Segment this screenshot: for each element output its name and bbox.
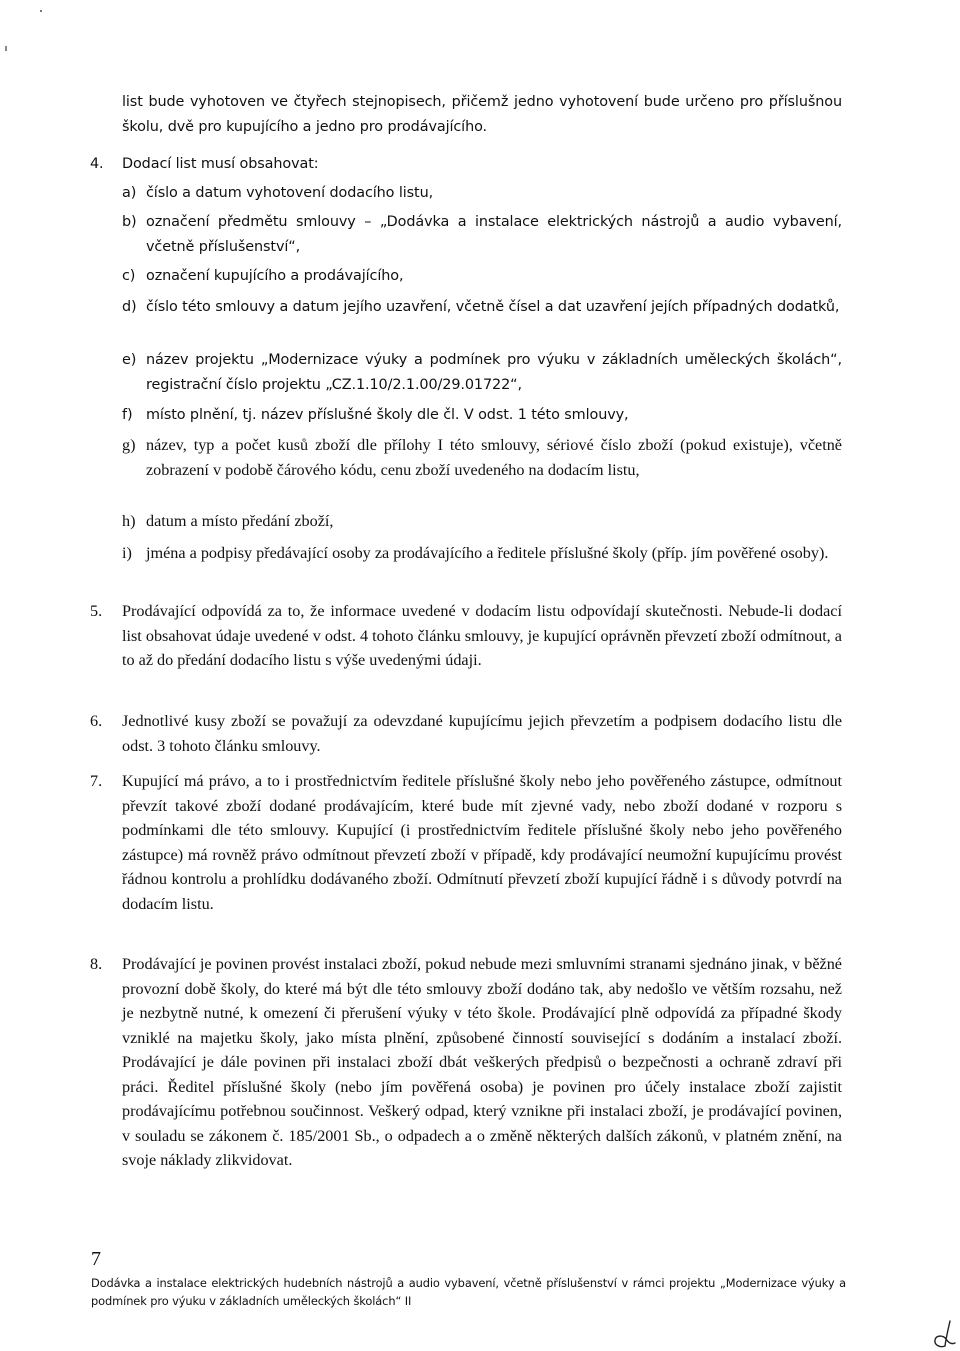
footnote-text: Dodávka a instalace elektrických hudebních nástrojů a audio vybavení, včetně příslušenství v rámci projektu „Modernizace výuky a podmínek pro výuku v základních uměleckých školách“ II (91, 1276, 846, 1308)
footnote-number: 7 (91, 1248, 101, 1270)
subitem-text: označení předmětu smlouvy – „Dodávka a instalace elektrických nástrojů a audio vybavení, včetně příslušenství“, (146, 214, 842, 255)
item-number: 5. (90, 602, 103, 620)
intro-paragraph: list bude vyhotoven ve čtyřech stejnopisech, přičemž jedno vyhotovení bude určeno pro příslušnou školu, dvě pro kupujícího a jedno pro prodávajícího. (122, 94, 842, 135)
item-text: Prodávající odpovídá za to, že informace uvedené v dodacím listu odpovídají skutečnosti. Nebude-li dodací list obsahovat údaje uvedené v odst. 4 tohoto článku smlouvy, je kupující oprávněn převzetí zboží odmítnout, a to až do předání dodacího listu s výše uvedenými údaji. (122, 602, 842, 669)
item-number: 6. (90, 712, 103, 730)
subitem-label: d) (122, 299, 137, 315)
item-number: 4. (90, 156, 104, 172)
subitem-text: číslo této smlouvy a datum jejího uzavření, včetně čísel a dat uzavření jejích případných dodatků, (146, 299, 840, 315)
subitem-text: číslo a datum vyhotovení dodacího listu, (146, 185, 434, 201)
subitem-label: a) (122, 185, 137, 201)
scan-speck (40, 10, 42, 12)
subitem-label: b) (122, 214, 137, 230)
item-number: 8. (90, 955, 103, 973)
subitem-label: c) (122, 268, 136, 284)
subitem-label: e) (122, 352, 137, 368)
item-text: Dodací list musí obsahovat: (122, 156, 319, 172)
item-text: Kupující má právo, a to i prostřednictvím ředitele příslušné školy nebo jeho pověřeného zástupce, odmítnout převzít takové zboží dodané prodávajícím, které bude mít zjevné vady, nebo zboží dodané v rozporu s podmínkami dle této smlouvy. Kupující (i prostřednictvím ředitele příslušné školy nebo jeho pověřeného zástupce) má rovněž právo odmítnout převzetí zboží v případě, kdy prodávající neumožní kupujícímu provést řádnou kontrolu a prohlídku dodávaného zboží. Odmítnutí převzetí zboží kupující řádně i s důvody potvrdí na dodacím listu. (122, 772, 842, 913)
subitem-label: i) (122, 544, 132, 562)
item-text: Jednotlivé kusy zboží se považují za odevzdané kupujícímu jejich převzetím a podpisem dodacího listu dle odst. 3 tohoto článku smlouvy. (122, 712, 842, 755)
subitem-label: h) (122, 512, 136, 530)
handwritten-mark-icon (928, 1318, 958, 1350)
subitem-text: název projektu „Modernizace výuky a podmínek pro výuku v základních uměleckých školách“, registrační číslo projektu „CZ.1.10/2.1.00/29.01722“, (146, 352, 842, 393)
subitem-text: označení kupujícího a prodávajícího, (146, 268, 404, 284)
subitem-text: místo plnění, tj. název příslušné školy dle čl. V odst. 1 této smlouvy, (146, 407, 629, 423)
subitem-text: název, typ a počet kusů zboží dle přílohy I této smlouvy, sériové číslo zboží (pokud existuje), včetně zobrazení v podobě čárového kódu, cenu zboží uvedeného na dodacím listu, (146, 436, 842, 479)
subitem-label: g) (122, 436, 136, 454)
item-text: Prodávající je povinen provést instalaci zboží, pokud nebude mezi smluvními stranami sjednáno jinak, v běžné provozní době školy, do které má být dle této smlouvy zboží dodáno tak, aby nedošlo ve větším rozsahu, než je nezbytně nutné, k omezení či přerušení výuky v této škole. Prodávající plně odpovídá za případné škody vzniklé na majetku školy, jako místa plnění, způsobené činností související s dodáním a instalací zboží. Prodávající je dále povinen při instalaci zboží dbát veškerých předpisů o bezpečnosti a ochraně zdraví při práci. Ředitel příslušné školy (nebo jím pověřená osoba) je povinen pro účely instalace zboží zajistit prodávajícímu potřebnou součinnost. Veškerý odpad, který vznikne při instalaci zboží, je prodávající povinen, v souladu se zákonem č. 185/2001 Sb., o odpadech a o změně některých dalších zákonů, v platném znění, na svoje náklady zlikvidovat. (122, 955, 842, 1169)
subitem-label: f) (122, 407, 133, 423)
subitem-text: datum a místo předání zboží, (146, 512, 334, 530)
item-number: 7. (90, 772, 103, 790)
subitem-text: jména a podpisy předávající osoby za prodávajícího a ředitele příslušné školy (příp. jím pověřené osoby). (146, 544, 829, 562)
scan-speck (5, 46, 7, 51)
